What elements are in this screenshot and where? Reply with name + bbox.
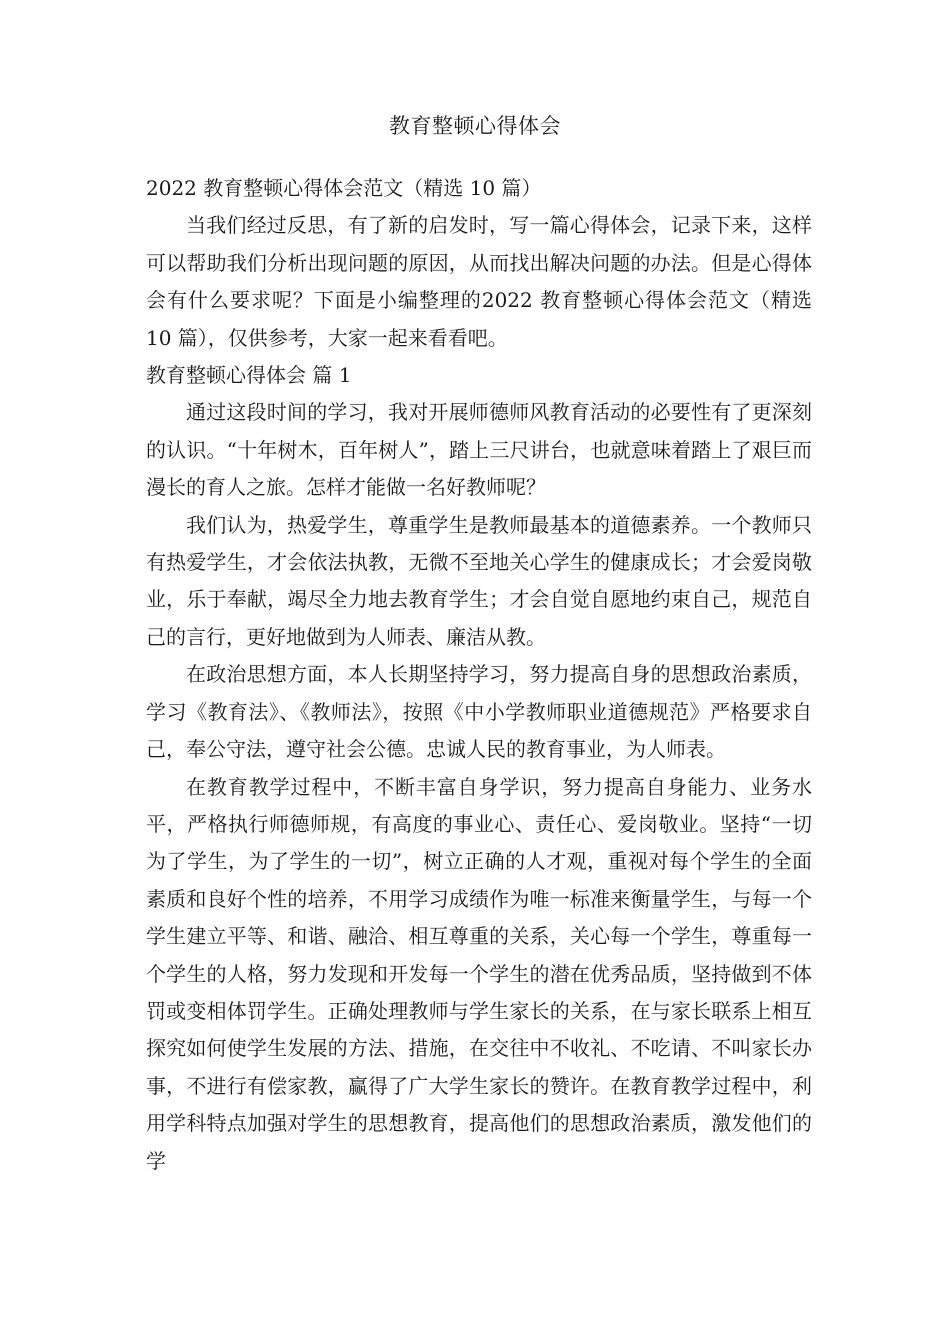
body-paragraph: 通过这段时间的学习，我对开展师德师风教育活动的必要性有了更深刻的认识。“十年树木，百年树人”，踏上三尺讲台，也就意味着踏上了艰巨而漫长的育人之旅。怎样才能做一名好教师呢？ xyxy=(146,400,812,500)
section-heading: 教育整顿心得体会 篇 1 xyxy=(146,363,352,388)
body-paragraph: 我们认为，热爱学生，尊重学生是教师最基本的道德素养。一个教师只有热爱学生，才会依法执教，无微不至地关心学生的健康成长；才会爱岗敬业，乐于奉献，竭尽全力地去教育学生；才会自觉自愿地约束自己，规范自己的言行，更好地做到为人师表、廉洁从教。 xyxy=(146,512,812,649)
intro-paragraph: 当我们经过反思，有了新的启发时，写一篇心得体会，记录下来，这样可以帮助我们分析出现问题的原因，从而找出解决问题的办法。但是心得体会有什么要求呢？下面是小编整理的2022 教育整顿心得体会范文（精选 10 篇），仅供参考，大家一起来看看吧。 xyxy=(146,213,812,350)
document-body xyxy=(146,170,812,1180)
body-paragraph: 在政治思想方面，本人长期坚持学习，努力提高自身的思想政治素质，学习《教育法》、《教师法》，按照《中小学教师职业道德规范》严格要求自己，奉公守法，遵守社会公德。忠诚人民的教育事业，为人师表。 xyxy=(146,662,812,762)
body-paragraph: 在教育教学过程中，不断丰富自身学识，努力提高自身能力、业务水平，严格执行师德师规，有高度的事业心、责任心、爱岗敬业。坚持“一切为了学生，为了学生的一切”，树立正确的人才观，重视对每个学生的全面素质和良好个性的培养，不用学习成绩作为唯一标准来衡量学生，与每一个学生建立平等、和谐、融洽、相互尊重的关系，关心每一个学生，尊重每一个学生的人格，努力发现和开发每一个学生的潜在优秀品质，坚持做到不体罚或变相体罚学生。正确处理教师与学生家长的关系，在与家长联系上相互探究如何使学生发展的方法、措施，在交往中不收礼、不吃请、不叫家长办事，不进行有偿家教，赢得了广大学生家长的赞许。在教育教学过程中，利用学科特点加强对学生的思想教育，提高他们的思想政治素质，激发他们的学 xyxy=(146,774,812,1173)
document-subtitle: 2022 教育整顿心得体会范文（精选 10 篇） xyxy=(146,176,542,200)
document-title: 教育整顿心得体会 xyxy=(389,114,561,138)
